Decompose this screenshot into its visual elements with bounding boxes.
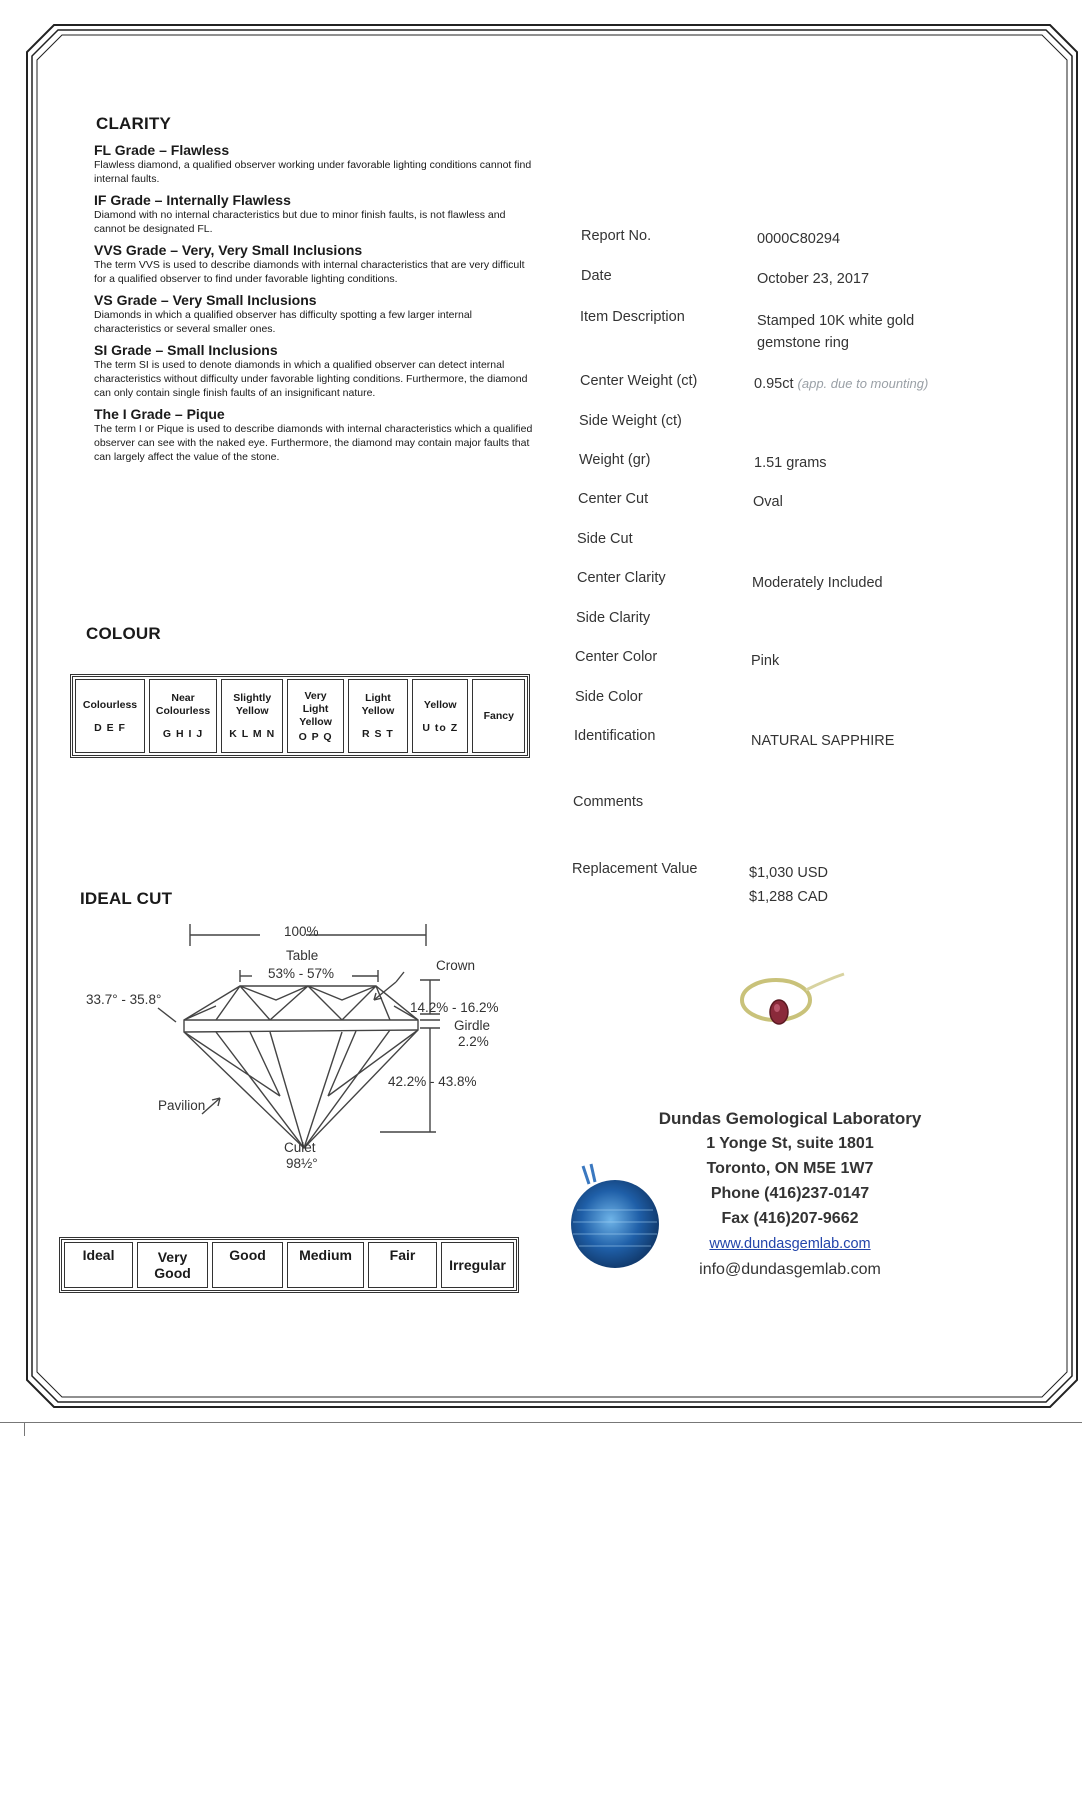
colour-scale — [70, 674, 530, 758]
diagram-girdle-value: 2.2% — [458, 1034, 489, 1049]
colour-letters: D E F — [94, 721, 126, 734]
grade-title: SI Grade – Small Inclusions — [94, 342, 278, 358]
colour-letters: R S T — [361, 728, 394, 740]
center-weight-value: 0.95ct — [754, 376, 794, 392]
field-value: October 23, 2017 — [757, 271, 870, 287]
field-value: Moderately Included — [752, 575, 883, 591]
colour-letters: G H I J — [162, 728, 204, 740]
colour-cell — [472, 679, 525, 753]
center-weight-note: (app. due to mounting) — [797, 376, 929, 391]
grade-description: Diamond with no internal characteristics but due to minor finish faults, is not flawless and cannot be designated FL. — [94, 209, 506, 235]
ideal-cut-title: IDEAL CUT — [80, 889, 173, 908]
colour-label: Light Yellow — [361, 692, 395, 717]
replacement-usd: $1,030 USD — [749, 865, 828, 881]
clarity-grade — [94, 242, 534, 286]
clarity-grade — [94, 292, 534, 336]
diagram-table-label: Table — [286, 948, 319, 963]
clarity-grade — [94, 342, 534, 400]
diagram-table-range: 53% - 57% — [268, 966, 335, 981]
colour-title: COLOUR — [86, 624, 161, 643]
colour-label: Very Light Yellow — [299, 689, 332, 728]
ring-photo — [720, 960, 850, 1040]
grade-title: IF Grade – Internally Flawless — [94, 192, 291, 208]
colour-letters: U to Z — [422, 721, 459, 734]
cut-grade-scale — [59, 1237, 519, 1293]
lab-address-1: 1 Yonge St, suite 1801 — [706, 1135, 874, 1152]
lab-phone: Phone (416)237-0147 — [710, 1185, 870, 1202]
field-label: Side Weight (ct) — [579, 413, 682, 429]
field-label: Center Clarity — [577, 570, 666, 586]
replacement-cad: $1,288 CAD — [749, 889, 828, 905]
diagram-culet-label: Culet — [284, 1140, 316, 1155]
field-label: Weight (gr) — [579, 452, 651, 468]
colour-label: Near Colourless — [155, 692, 211, 717]
cut-grade-cell: Ideal — [64, 1242, 133, 1288]
field-value: Oval — [753, 494, 783, 510]
cut-grade-cell: Medium — [287, 1242, 364, 1288]
lab-email: info@dundasgemlab.com — [699, 1261, 881, 1278]
clarity-title: CLARITY — [96, 114, 172, 133]
colour-cell — [412, 679, 468, 753]
field-label: Side Clarity — [576, 610, 651, 626]
grade-title: VVS Grade – Very, Very Small Inclusions — [94, 242, 363, 258]
grade-description: Flawless diamond, a qualified observer working under favorable lighting conditions cannot find internal faults. — [94, 159, 532, 185]
colour-label: Slightly Yellow — [233, 692, 272, 717]
colour-cell — [348, 679, 408, 753]
field-value: 0000C80294 — [757, 231, 841, 247]
cut-grade-cell: Irregular — [441, 1242, 514, 1288]
field-label: Side Cut — [577, 531, 633, 547]
field-label: Center Color — [575, 649, 658, 665]
lab-website-link[interactable]: www.dundasgemlab.com — [709, 1236, 871, 1252]
diagram-culet-value: 98½° — [286, 1156, 318, 1171]
field-value: Pink — [751, 653, 780, 669]
field-value: 1.51 grams — [754, 455, 827, 471]
field-label: Center Weight (ct) — [580, 373, 698, 389]
hologram-text — [0, 0, 1, 1]
colour-cell — [287, 679, 343, 753]
grade-title: FL Grade – Flawless — [94, 142, 230, 158]
diagram-girdle-label: Girdle — [454, 1018, 491, 1033]
field-label: Identification — [574, 728, 656, 744]
cut-grade-cell: Very Good — [137, 1242, 208, 1288]
clarity-grade — [94, 142, 534, 186]
field-label: Comments — [573, 794, 644, 810]
field-label: Item Description — [580, 309, 685, 325]
colour-label: Yellow — [423, 698, 457, 711]
diagram-crown-angle: 33.7° - 35.8° — [86, 992, 162, 1007]
lab-info — [640, 1106, 940, 1282]
cut-grade-cell: Fair — [368, 1242, 437, 1288]
field-label: Report No. — [581, 228, 652, 244]
clarity-grade — [94, 192, 534, 236]
diagram-crown-height: 14.2% - 16.2% — [410, 1000, 499, 1015]
grade-description: The term VVS is used to describe diamonds with internal characteristics that are very difficult for a qualified observer to find under favorable lighting conditions. — [94, 259, 525, 285]
colour-cell — [149, 679, 217, 753]
field-value — [754, 373, 928, 395]
grade-title: VS Grade – Very Small Inclusions — [94, 292, 317, 308]
colour-label: Fancy — [483, 709, 514, 722]
replacement-label: Replacement Value — [572, 861, 698, 877]
grade-title: The I Grade – Pique — [94, 406, 225, 422]
colour-cell — [75, 679, 145, 753]
grade-description: Diamonds in which a qualified observer has difficulty spotting a few larger internal characteristics or several smaller ones. — [94, 309, 473, 335]
clarity-grades — [94, 142, 534, 464]
grade-description: The term I or Pique is used to describe diamonds with internal characteristics which a qualified observer can see with the naked eye. Furthermore, the diamond may contain major faults that can largely affect the value of the stone. — [94, 423, 533, 463]
scan-edge-tick — [24, 1422, 25, 1436]
cut-grade-cell: Good — [212, 1242, 283, 1288]
lab-fax: Fax (416)207-9662 — [721, 1210, 859, 1227]
diagram-total: 100% — [284, 924, 319, 939]
field-label: Center Cut — [578, 491, 649, 507]
field-value: Stamped 10K white gold gemstone ring — [757, 313, 915, 351]
diagram-pavilion-depth: 42.2% - 43.8% — [388, 1074, 477, 1089]
field-label: Date — [581, 268, 612, 284]
hologram-seal — [565, 1162, 665, 1274]
colour-letters: O P Q — [298, 730, 333, 743]
scan-edge — [0, 1422, 1082, 1423]
field-label: Side Color — [575, 689, 643, 705]
lab-name: Dundas Gemological Laboratory — [658, 1109, 922, 1128]
colour-letters: K L M N — [229, 728, 276, 740]
colour-cell — [221, 679, 283, 753]
clarity-grade — [94, 406, 534, 464]
diagram-crown: Crown — [436, 958, 476, 973]
colour-label: Colourless — [82, 698, 138, 711]
grade-description: The term SI is used to denote diamonds in which a qualified observer can detect internal characteristics without difficulty under favorable lighting conditions. Furthermore, the diamond can only contain single finish faults of an insignificant nature. — [94, 359, 528, 399]
diagram-pavilion: Pavilion — [158, 1098, 206, 1113]
field-value: NATURAL SAPPHIRE — [751, 733, 895, 749]
lab-address-2: Toronto, ON M5E 1W7 — [706, 1160, 874, 1177]
